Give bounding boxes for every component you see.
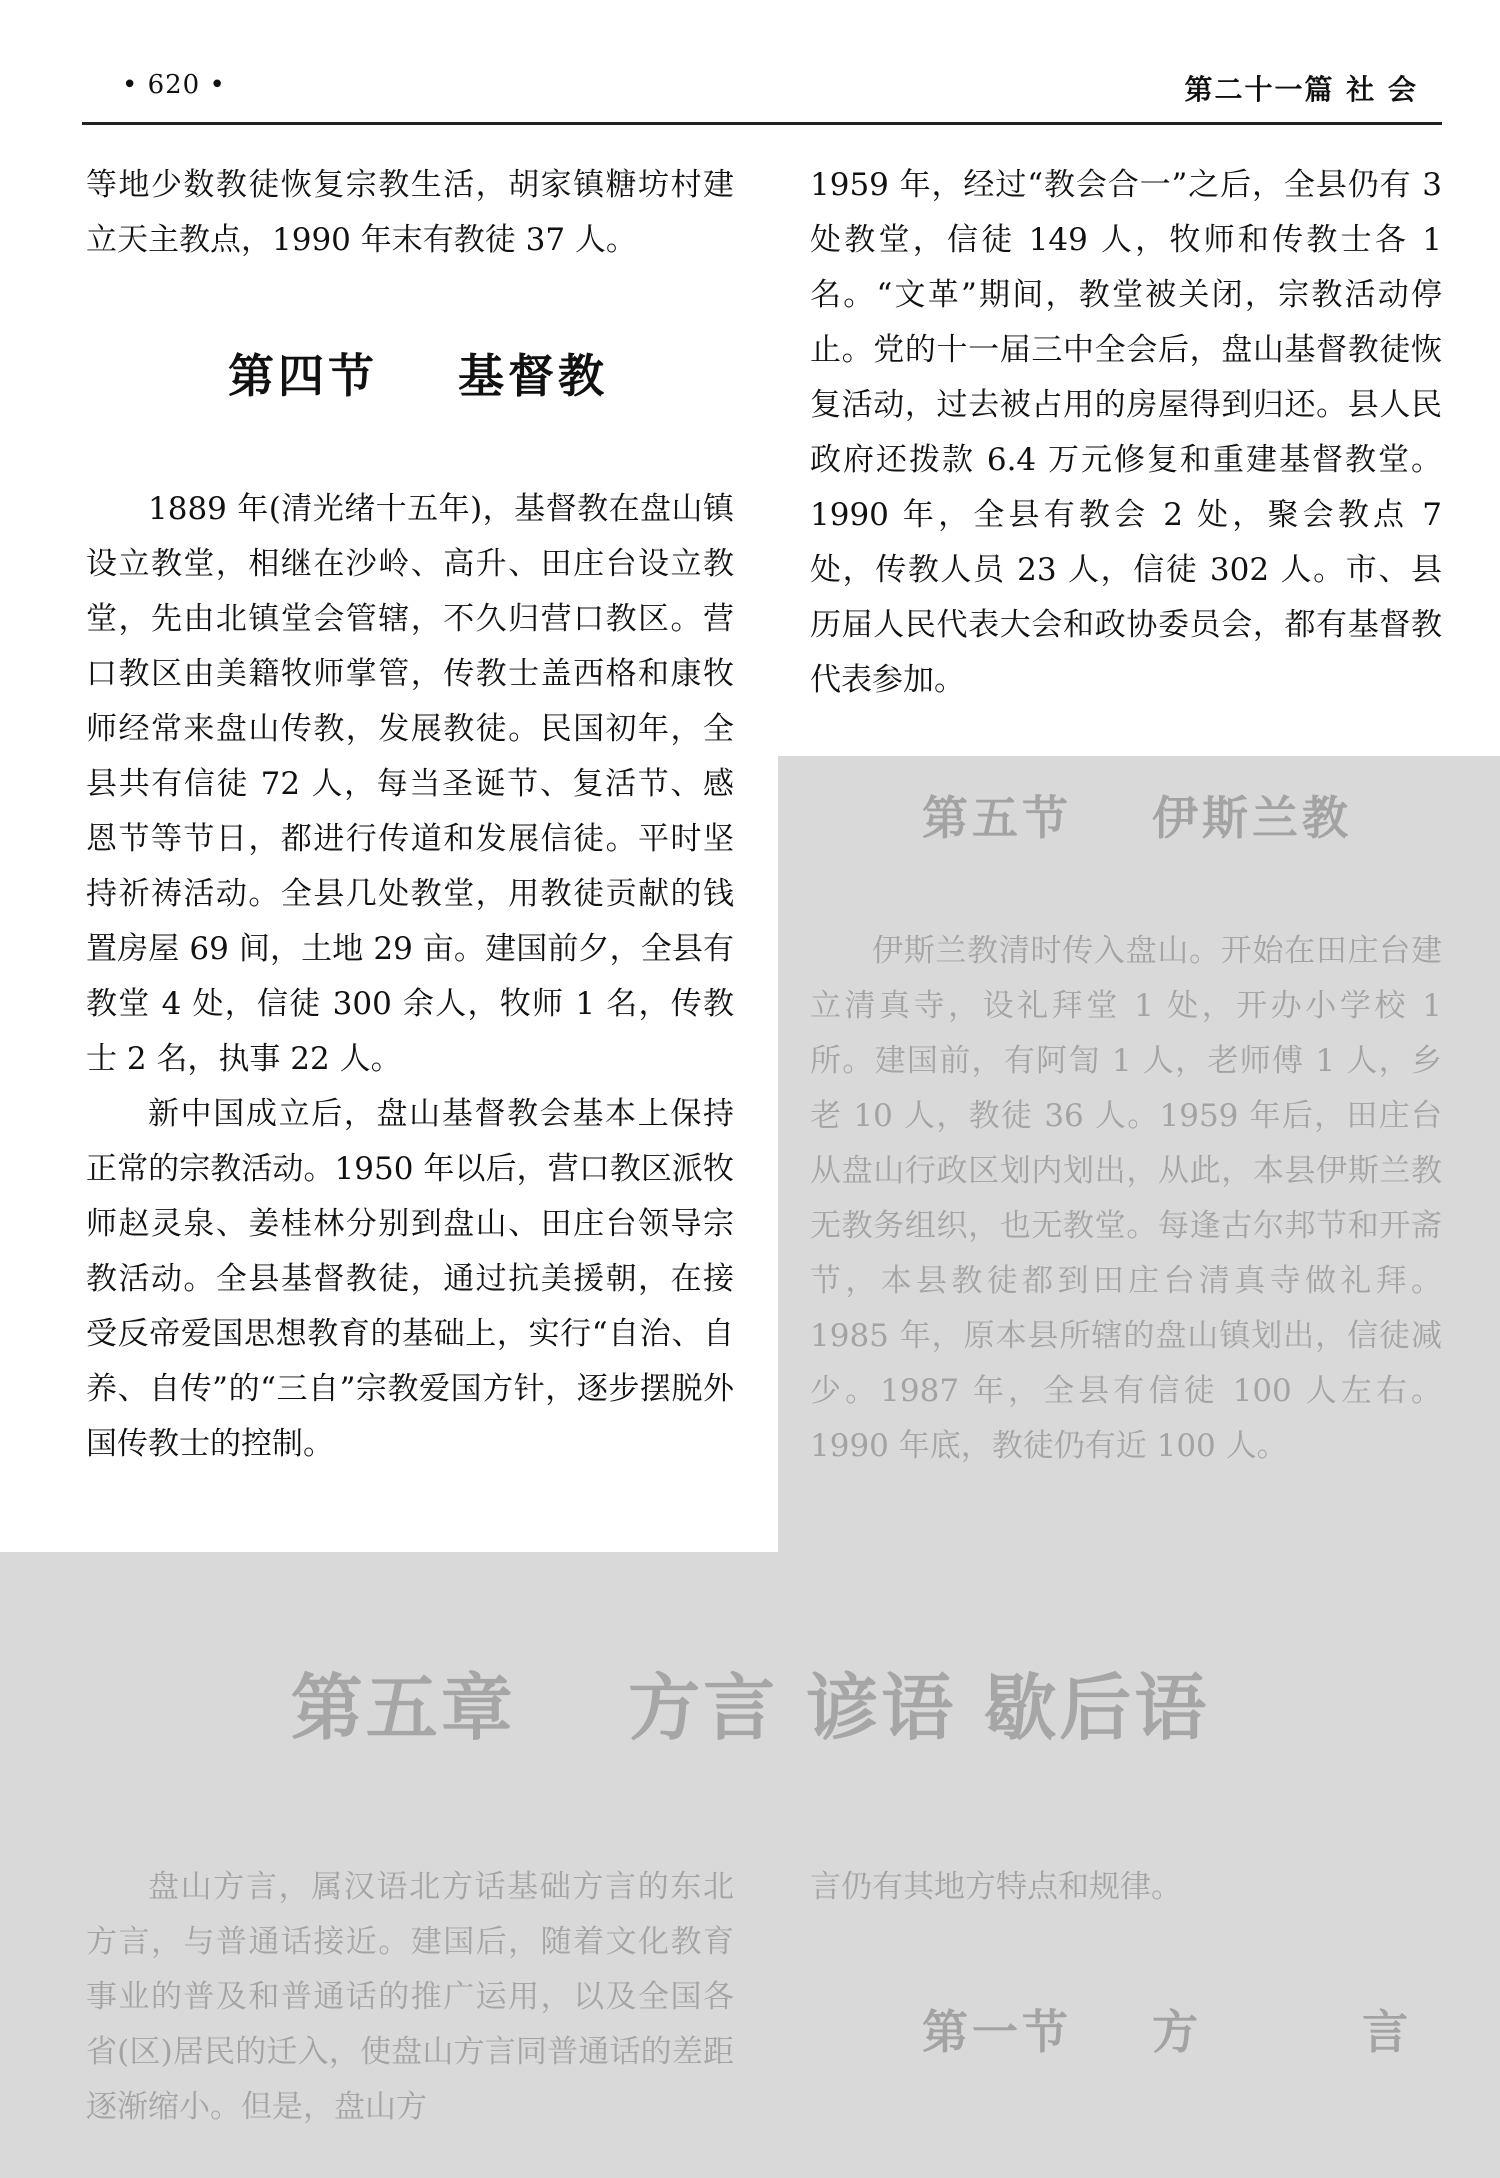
- chapter-intro-paragraph: 盘山方言，属汉语北方话基础方言的东北方言，与普通话接近。建国后，随着文化教育事业的普及和普通话的推广运用，以及全国各省(区)居民的迁入，使盘山方言同普通话的差距逐渐缩小。但是，盘山方: [86, 1869, 734, 2125]
- chapter-intro-left: [86, 1860, 734, 2135]
- section5-paragraph: 伊斯兰教清时传入盘山。开始在田庄台建立清真寺，设礼拜堂 1 处，开办小学校 1 所。建国前，有阿訇 1 人，老师傅 1 人，乡老 10 人，教徒 36 人。1959 年后，田庄台从盘山行政区划内划出，从此，本县伊斯兰教无教务组织，也无教堂。每逢古尔邦节和开斋节，本县教徒都到田庄台清真寺做礼拜。1985 年，原本县所辖的盘山镇划出，信徒减少。1987 年，全县有信徒 100 人左右。1990 年底，教徒仍有近 100 人。: [810, 933, 1442, 1464]
- section4-title: 第四节 基督教: [228, 349, 609, 403]
- section4-paragraph-2: 新中国成立后，盘山基督教会基本上保持正常的宗教活动。1950 年以后，营口教区派牧师赵灵泉、姜桂林分别到盘山、田庄台领导宗教活动。全县基督教徒，通过抗美援朝，在接受反帝爱国思想教育的基础上，实行“自治、自养、自传”的“三自”宗教爱国方针，逐步摆脱外国传教士的控制。: [86, 1096, 734, 1462]
- chapter-intro-right: [810, 1860, 1442, 1915]
- section4-paragraph-3: 1959 年，经过“教会合一”之后，全县仍有 3 处教堂，信徒 149 人，牧师和传教士各 1 名。“文革”期间，教堂被关闭，宗教活动停止。党的十一届三中全会后，盘山基督教徒恢复活动，过去被占用的房屋得到归还。县人民政府还拨款 6.4 万元修复和重建基督教堂。1990 年，全县有教会 2 处，聚会教点 7 处，传教人员 23 人，信徒 302 人。市、县历届人民代表大会和政协委员会，都有基督教代表参加。: [810, 167, 1442, 698]
- section5-title: 第五节 伊斯兰教: [922, 791, 1353, 845]
- section4-paragraph-1: 1889 年(清光绪十五年)，基督教在盘山镇设立教堂，相继在沙岭、高升、田庄台设立教堂，先由北镇堂会管辖，不久归营口教区。营口教区由美籍牧师掌管，传教士盖西格和康牧师经常来盘山传教，发展教徒。民国初年，全县共有信徒 72 人，每当圣诞节、复活节、感恩节等节日，都进行传道和发展信徒。平时坚持祈祷活动。全县几处教堂，用教徒贡献的钱置房屋 69 间，土地 29 亩。建国前夕，全县有教堂 4 处，信徒 300 余人，牧师 1 名，传教士 2 名，执事 22 人。: [86, 491, 734, 1077]
- left-continued-text: [86, 158, 734, 268]
- chapter-title: 第五章 方言 谚语 歇后语: [290, 1665, 1210, 1750]
- continued-paragraph: 等地少数教徒恢复宗教生活，胡家镇糖坊村建立天主教点，1990 年末有教徒 37 人。: [86, 167, 734, 258]
- running-header: 第二十一篇 社 会: [1184, 73, 1418, 106]
- chapter-intro-continued: 言仍有其地方特点和规律。: [810, 1869, 1182, 1905]
- header-rule: [82, 122, 1442, 125]
- section5-body: [810, 924, 1442, 1474]
- right-body: [810, 158, 1442, 708]
- page-number: • 620 •: [122, 70, 226, 100]
- section1-title: 第一节 方 言: [922, 2005, 1413, 2059]
- left-body: [86, 482, 734, 1472]
